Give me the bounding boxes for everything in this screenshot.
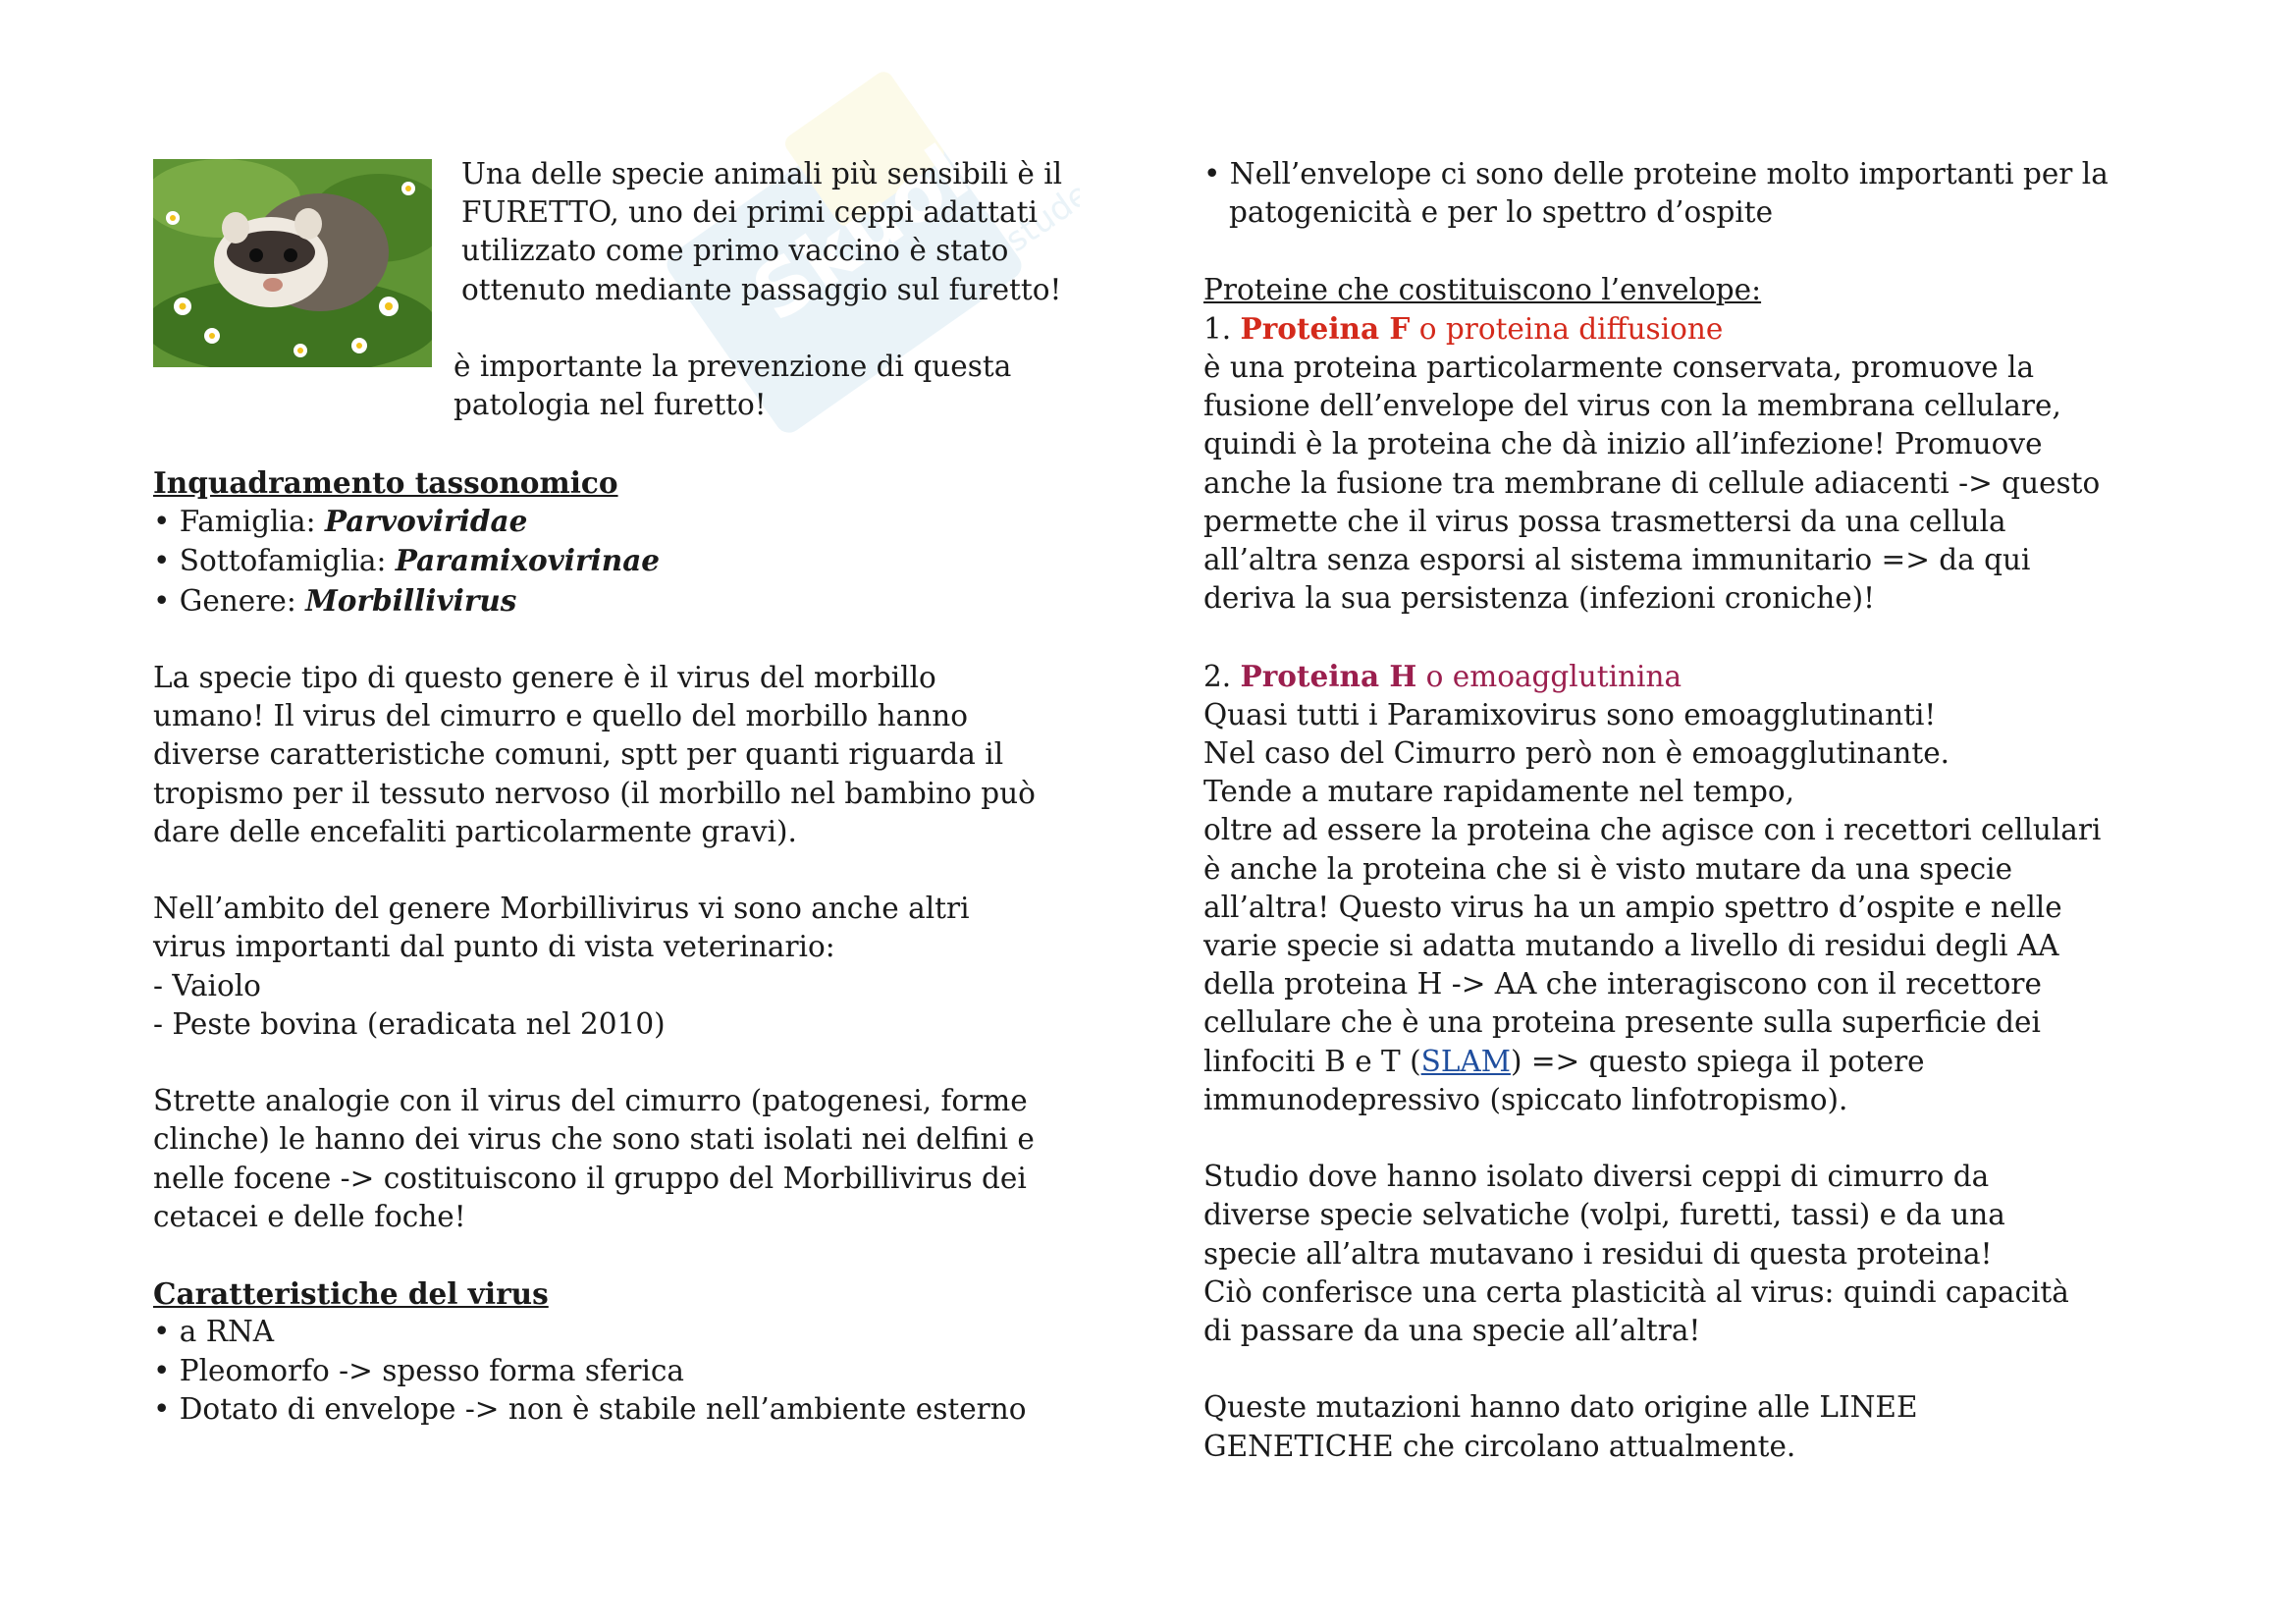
slam-link[interactable]: SLAM [1420,1044,1511,1078]
text-line: ottenuto mediante passaggio sul furetto! [461,272,1062,306]
taxonomy-item-family: • Famiglia: Parvoviridae [153,504,528,539]
taxonomy-heading: Inquadramento tassonomico [153,465,618,500]
intro-section [153,155,1115,463]
text-line: utilizzato come primo vaccino è stato [461,234,1009,268]
envelope-bullet: • Nell’envelope ci sono delle proteine molto importanti per la patogenicità e per lo spettro d’ospite [1203,157,2109,230]
text-line: è importante la prevenzione di questa [454,350,1012,383]
right-column [1203,155,2185,1466]
paragraph-morbillo: La specie tipo di questo genere è il virus del morbillo umano! Il virus del cimurro e quello del morbillo hanno diverse caratteristiche comuni, sptt per quanti riguarda il tropismo per il tessuto nervoso (il morbillo nel bambino può dare delle encefaliti particolarmente gravi). [153,661,1036,848]
text-line: FURETTO, uno dei primi ceppi adattati [461,195,1038,230]
taxonomy-item-subfamily: • Sottofamiglia: Paramixovirinae [153,543,661,578]
paragraph-veterinary-viruses: Nell’ambito del genere Morbillivirus vi sono anche altri virus importanti dal punto di vista veterinario: - Vaiolo - Peste bovina (eradicata nel 2010) [153,892,970,1041]
taxonomy-item-genus: • Genere: Morbillivirus [153,582,517,618]
text-line: Una delle specie animali più sensibili è il [461,157,1063,190]
features-item: • Pleomorfo -> spesso forma sferica [153,1353,685,1387]
watermark-brand: Skuola.net [737,39,1080,340]
protein-f-description: è una proteina particolarmente conservata, promuove la fusione dell’envelope del virus con la membrana cellulare, quindi è la proteina che dà inizio all’infezione! Promuove anche la fusione tra membrane di cellule adiacenti -> questo permette che il virus possa trasmettersi da una cellula all’altra senza esporsi al sistema immunitario => da qui deriva la sua persistenza (infezioni croniche)! [1203,351,2101,616]
ferret-illustration [153,159,432,367]
text-line: patologia nel furetto! [454,388,767,422]
protein-h-description: Quasi tutti i Paramixovirus sono emoagglutinanti! Nel caso del Cimurro però non è emoagglutinante. Tende a mutare rapidamente nel tempo, oltre ad essere la proteina che agisce con i recettori cellulari è anche la proteina che si è visto mutare da una specie all’altra! Questo virus ha un ampio spettro d’ospite e nelle varie specie si adatta mutando a livello di residui degli AA della proteina H -> AA che interagiscono con il recettore cellulare che è una proteina presente sulla superficie dei linfociti B e T (SLAM) => questo spiega il potere immunodepressivo (spiccato linfotropismo). [1203,697,2102,1116]
ferret-photo [153,159,432,367]
protein-f-title: 1. Proteina F o proteina diffusione [1203,310,1724,346]
proteins-heading: Proteine che costituiscono l’envelope: [1203,272,1762,306]
features-heading: Caratteristiche del virus [153,1276,549,1312]
protein-h-title: 2. Proteina H o emoagglutinina [1203,658,1682,693]
features-item: • a RNA [153,1315,275,1349]
watermark-tagline: il paradiso dello studente [773,142,1080,418]
paragraph-cetacean-morbillivirus: Strette analogie con il virus del cimurro (patogenesi, forme clinche) le hanno dei virus che sono stati isolati nei delfini e nelle focene -> costituiscono il gruppo del Morbillivirus dei cetacei e delle foche! [153,1084,1035,1233]
intro-text-prevention [454,348,1121,424]
features-item: • Dotato di envelope -> non è stabile nell’ambiente esterno [153,1391,1027,1426]
paragraph-genetic-lineages: Queste mutazioni hanno dato origine alle LINEE GENETICHE che circolano attualmente. [1203,1390,1918,1463]
left-column [153,155,1115,1429]
paragraph-study: Studio dove hanno isolato diversi ceppi di cimurro da diverse specie selvatiche (volpi, furetti, tassi) e da una specie all’altra mutavano i residui di questa proteina! Ciò conferisce una certa plasticità al virus: quindi capacità di passare da una specie all’altra! [1203,1160,2069,1348]
intro-text [461,155,1129,309]
